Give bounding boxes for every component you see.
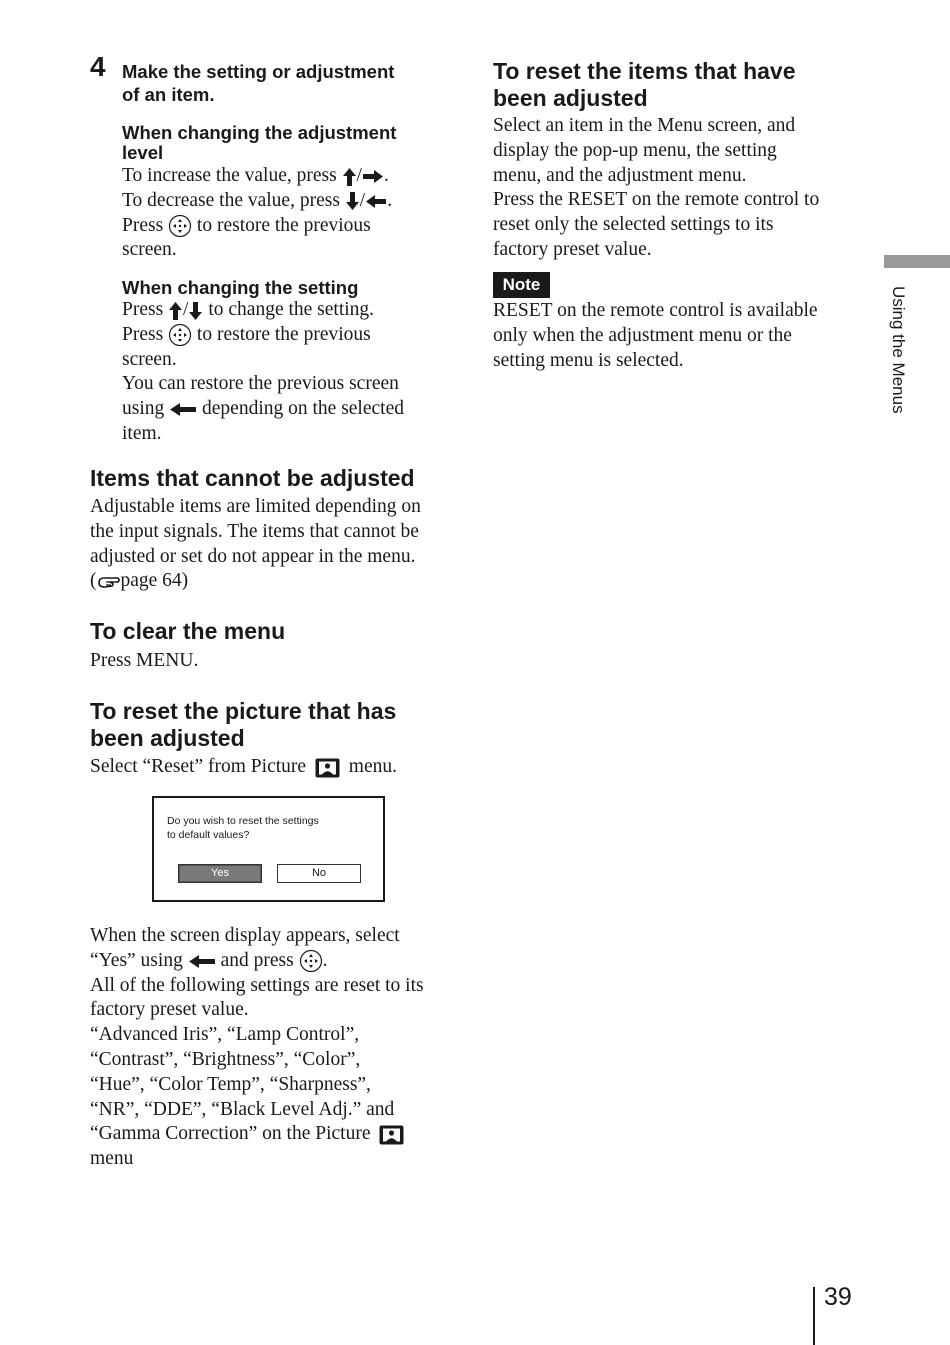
page-reference[interactable]: ( page 64) (90, 570, 189, 592)
reset-picture-heading-line: been adjusted (90, 725, 245, 751)
menu-last-line: menu (90, 1148, 134, 1170)
arrow-up-icon (168, 301, 183, 321)
arrow-down-icon (345, 191, 360, 211)
using-text: using (122, 398, 165, 420)
reset-list-line: “Hue”, “Color Temp”, “Sharpness”, (90, 1073, 371, 1095)
clear-heading: To clear the menu (90, 618, 286, 644)
restore-screen-line: You can restore the previous screen (122, 373, 399, 395)
items-heading: Items that cannot be adjusted (90, 465, 415, 491)
menu-text: menu. (348, 756, 397, 777)
item-text: item. (122, 422, 162, 444)
step-number: 4 (90, 51, 106, 82)
reset-list-line: factory preset value. (90, 999, 249, 1021)
reset-list-line: “Contrast”, “Brightness”, “Color”, (90, 1048, 361, 1070)
items-line: adjusted or set do not appear in the menu. (90, 545, 416, 567)
enter-button-icon (299, 949, 323, 973)
reset-picture-after (90, 924, 424, 1172)
setting-heading: When changing the setting (122, 277, 359, 298)
using-line (122, 397, 404, 422)
reset-items-line: Select an item in the Menu screen, and (493, 115, 796, 136)
dialog-message (167, 814, 319, 842)
reset-items-heading-line: To reset the items that have (493, 58, 796, 84)
restore-text: to restore the previous (196, 214, 371, 236)
step-title-line: Make the setting or adjustment (122, 61, 395, 82)
items-body (90, 495, 421, 594)
page-number-rule (813, 1287, 815, 1345)
gamma-line (90, 1122, 424, 1147)
decrease-text: To decrease the value, press (122, 189, 340, 211)
reset-list-line: “Advanced Iris”, “Lamp Control”, (90, 1024, 360, 1046)
restore-line (122, 214, 392, 239)
enter-button-icon (168, 214, 192, 238)
depending-text: depending on the selected (202, 398, 404, 420)
items-line: Adjustable items are limited depending on (90, 496, 421, 517)
screen-text: screen. (122, 348, 177, 370)
picture-menu-icon (379, 1125, 404, 1145)
reset-items-line: reset only the selected settings to its (493, 214, 774, 236)
reset-items-line: factory preset value. (493, 238, 652, 260)
enter-button-icon (168, 323, 192, 347)
arrow-right-icon (362, 169, 384, 184)
press-text: Press (122, 299, 164, 320)
screen-text: screen. (122, 239, 177, 261)
reset-items-line: menu, and the adjustment menu. (493, 164, 747, 186)
reset-items-heading-line: been adjusted (493, 85, 648, 111)
reset-picture-heading-line: To reset the picture that has (90, 698, 397, 724)
reset-items-line: display the pop-up menu, the setting (493, 139, 777, 161)
dialog-message-line: Do you wish to reset the settings (167, 815, 319, 827)
restore-line (122, 323, 404, 348)
reset-picture-heading (90, 698, 396, 752)
step-title-line: of an item. (122, 84, 215, 105)
items-line: the input signals. The items that cannot be (90, 520, 419, 542)
adjust-heading-line: When changing the adjustment (122, 122, 397, 143)
yes-using-line: “Yes” using and press . (90, 949, 424, 974)
adjust-heading-line: level (122, 142, 164, 163)
yes-button[interactable]: Yes (178, 864, 262, 883)
adjust-body (122, 164, 392, 263)
note-line: RESET on the remote control is available (493, 300, 818, 321)
select-reset-text: Select “Reset” from Picture (90, 756, 307, 777)
pointing-hand-icon (97, 574, 121, 590)
increase-line: To increase the value, press / . (122, 165, 389, 186)
after-line: When the screen display appears, select (90, 925, 400, 946)
note-line: setting menu is selected. (493, 349, 684, 371)
arrow-up-icon (342, 167, 357, 187)
restore-text: to restore the previous (196, 323, 371, 345)
note-body (493, 299, 818, 373)
side-tab-label: Using the Menus (889, 286, 908, 414)
decrease-line: To decrease the value, press / . (122, 189, 393, 211)
arrow-left-icon (188, 954, 216, 969)
reset-dialog (152, 796, 385, 902)
increase-text: To increase the value, press (122, 165, 337, 186)
side-tab-bar (884, 255, 950, 268)
press-text: Press (122, 214, 164, 236)
setting-body (122, 298, 404, 447)
change-line: Press / to change the setting. (122, 299, 375, 320)
clear-body: Press MENU. (90, 650, 199, 671)
select-reset-line (90, 755, 397, 780)
arrow-left-icon (365, 194, 387, 209)
page-number: 39 (824, 1283, 852, 1311)
arrow-down-icon (188, 301, 203, 321)
change-text: to change the setting. (208, 299, 375, 320)
page-reference-text: page 64) (120, 570, 189, 592)
reset-list-line: All of the following settings are reset to its (90, 974, 424, 996)
note-line: only when the adjustment menu or the (493, 324, 792, 346)
reset-list-line: “NR”, “DDE”, “Black Level Adj.” and (90, 1098, 395, 1120)
yes-using-text: “Yes” using (90, 949, 183, 971)
reset-items-body (493, 114, 819, 263)
dialog-message-line: to default values? (167, 829, 250, 841)
no-button[interactable]: No (277, 864, 361, 883)
reset-items-line: Press the RESET on the remote control to (493, 189, 820, 211)
note-badge: Note (493, 272, 550, 298)
reset-picture-select (90, 755, 397, 780)
picture-menu-icon (315, 758, 340, 778)
reset-items-heading (493, 58, 796, 112)
gamma-text: “Gamma Correction” on the Picture (90, 1123, 371, 1145)
arrow-left-icon (169, 402, 197, 417)
and-press-text: and press (220, 949, 294, 971)
press-text: Press (122, 323, 164, 345)
step-title (122, 60, 394, 106)
adjust-heading (122, 123, 396, 163)
